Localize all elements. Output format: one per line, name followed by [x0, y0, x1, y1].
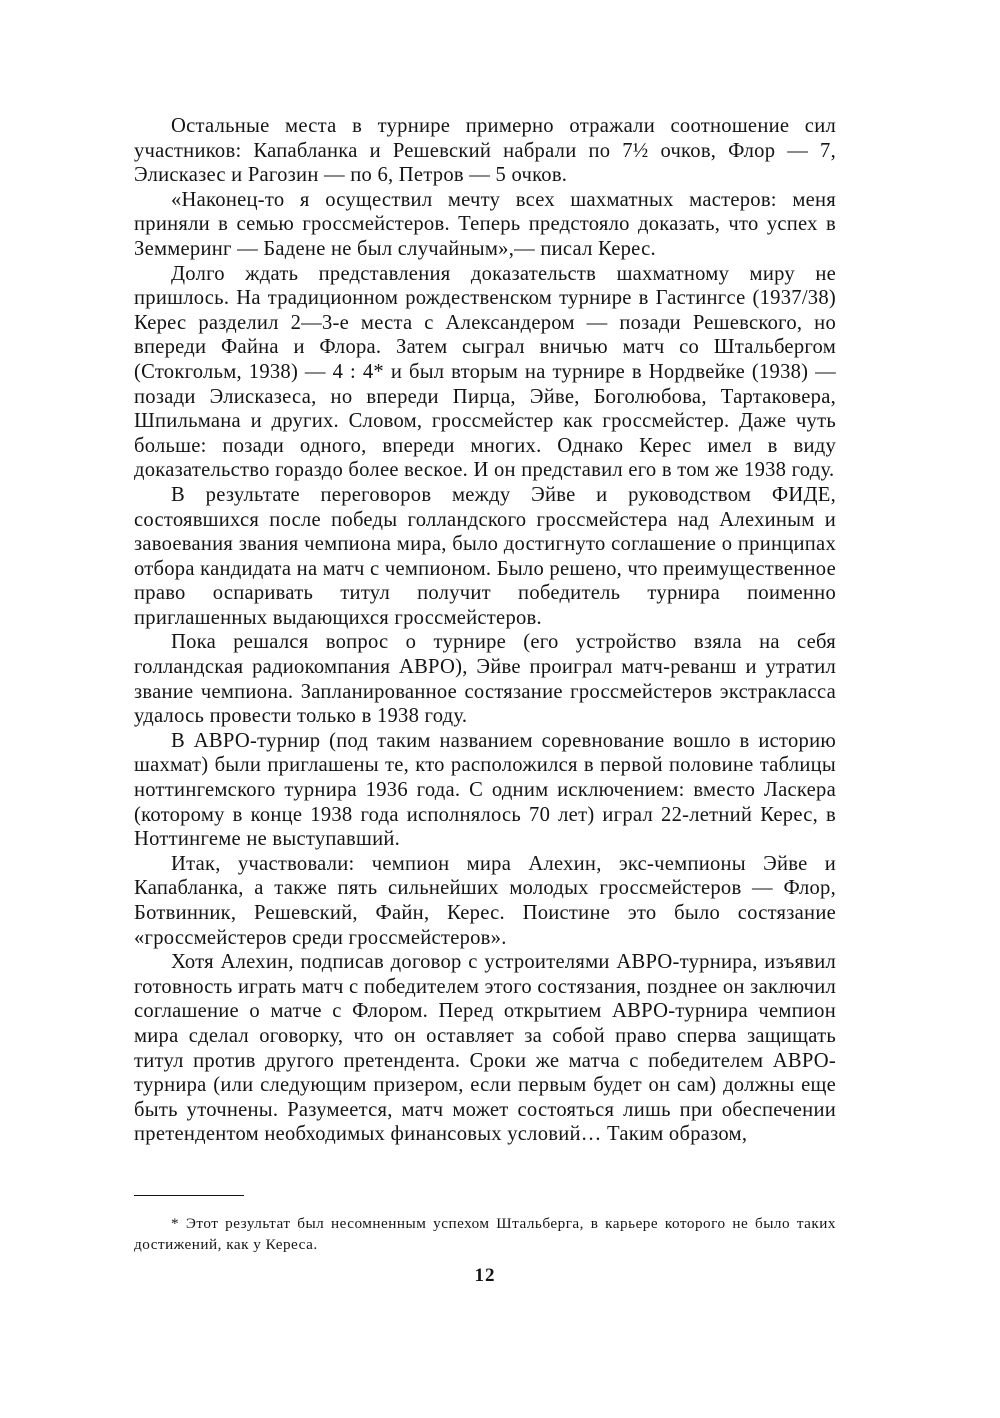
paragraph: В результате переговоров между Эйве и руководством ФИДЕ, состоявшихся после победы голландского гроссмейстера над Алехиным и завоевания звания чемпиона мира, было достигнуто соглашение о принципах отбора кандидата на матч с чемпионом. Было решено, что преимущественное право оспаривать титул получит победитель турнира поименно приглашенных выдающихся гроссмейстеров. — [134, 483, 836, 629]
paragraph: Долго ждать представления доказательств шахматному миру не пришлось. На традиционном рождественском турнире в Гастингсе (1937/38) Керес разделил 2—3-е места с Александером — позади Решевского, но впереди Файна и Флора. Затем сыграл вничью матч со Штальбергом (Стокгольм, 1938) — 4 : 4* и был вторым на турнире в Нордвейке (1938) — позади Элисказеса, но впереди Пирца, Эйве, Боголюбова, Тартаковера, Шпильмана и других. Словом, гроссмейстер как гроссмейстер. Даже чуть больше: позади одного, впереди многих. Однако Керес имел в виду доказательство гораздо более веское. И он представил его в том же 1938 году. — [134, 262, 836, 482]
body-text — [134, 114, 836, 1147]
paragraph: «Наконец-то я осуществил мечту всех шахматных мастеров: меня приняли в семью гроссмейстеров. Теперь предстояло доказать, что успех в Земмеринг — Бадене не был случайным»,— писал Керес. — [134, 188, 836, 260]
footnote: * Этот результат был несомненным успехом Штальберга, в карьере которого не было таких достижений, как у Кереса. — [134, 1215, 836, 1253]
paragraph: Остальные места в турнире примерно отражали соотношение сил участников: Капабланка и Решевский набрали по 7½ очков, Флор — 7, Элисказес и Рагозин — по 6, Петров — 5 очков. — [134, 115, 836, 187]
paragraph: Хотя Алехин, подписав договор с устроителями АВРО-турнира, изъявил готовность играть матч с победителем этого состязания, позднее он заключил соглашение о матче с Флором. Перед открытием АВРО-турнира чемпион мира сделал оговорку, что он оставляет за собой право сперва защищать титул против другого претендента. Сроки же матча с победителем АВРО-турнира (или следующим призером, если первым будет он сам) должны еще быть уточнены. Разумеется, матч может состояться лишь при обеспечении претендентом необходимых финансовых условий… Таким образом, — [134, 951, 836, 1146]
paragraph: Пока решался вопрос о турнире (его устройство взяла на себя голландская радиокомпания АВРО), Эйве проиграл матч-реванш и утратил звание чемпиона. Запланированное состязание гроссмейстеров экстракласса удалось провести только в 1938 году. — [134, 631, 836, 728]
page-number: 12 — [474, 1265, 496, 1286]
paragraph: Итак, участвовали: чемпион мира Алехин, экс-чемпионы Эйве и Капабланка, а также пять сильнейших молодых гроссмейстеров — Флор, Ботвинник, Решевский, Файн, Керес. Поистине это было состязание «гроссмейстеров среди гроссмейстеров». — [134, 852, 836, 949]
footnote-divider — [134, 1195, 244, 1196]
paragraph: В АВРО-турнир (под таким названием соревнование вошло в историю шахмат) были приглашены те, кто расположился в первой половине таблицы ноттингемского турнира 1936 года. С одним исключением: вместо Ласкера (которому в конце 1938 года исполнялось 70 лет) играл 22-летний Керес, в Ноттингеме не выступавший. — [134, 729, 836, 851]
